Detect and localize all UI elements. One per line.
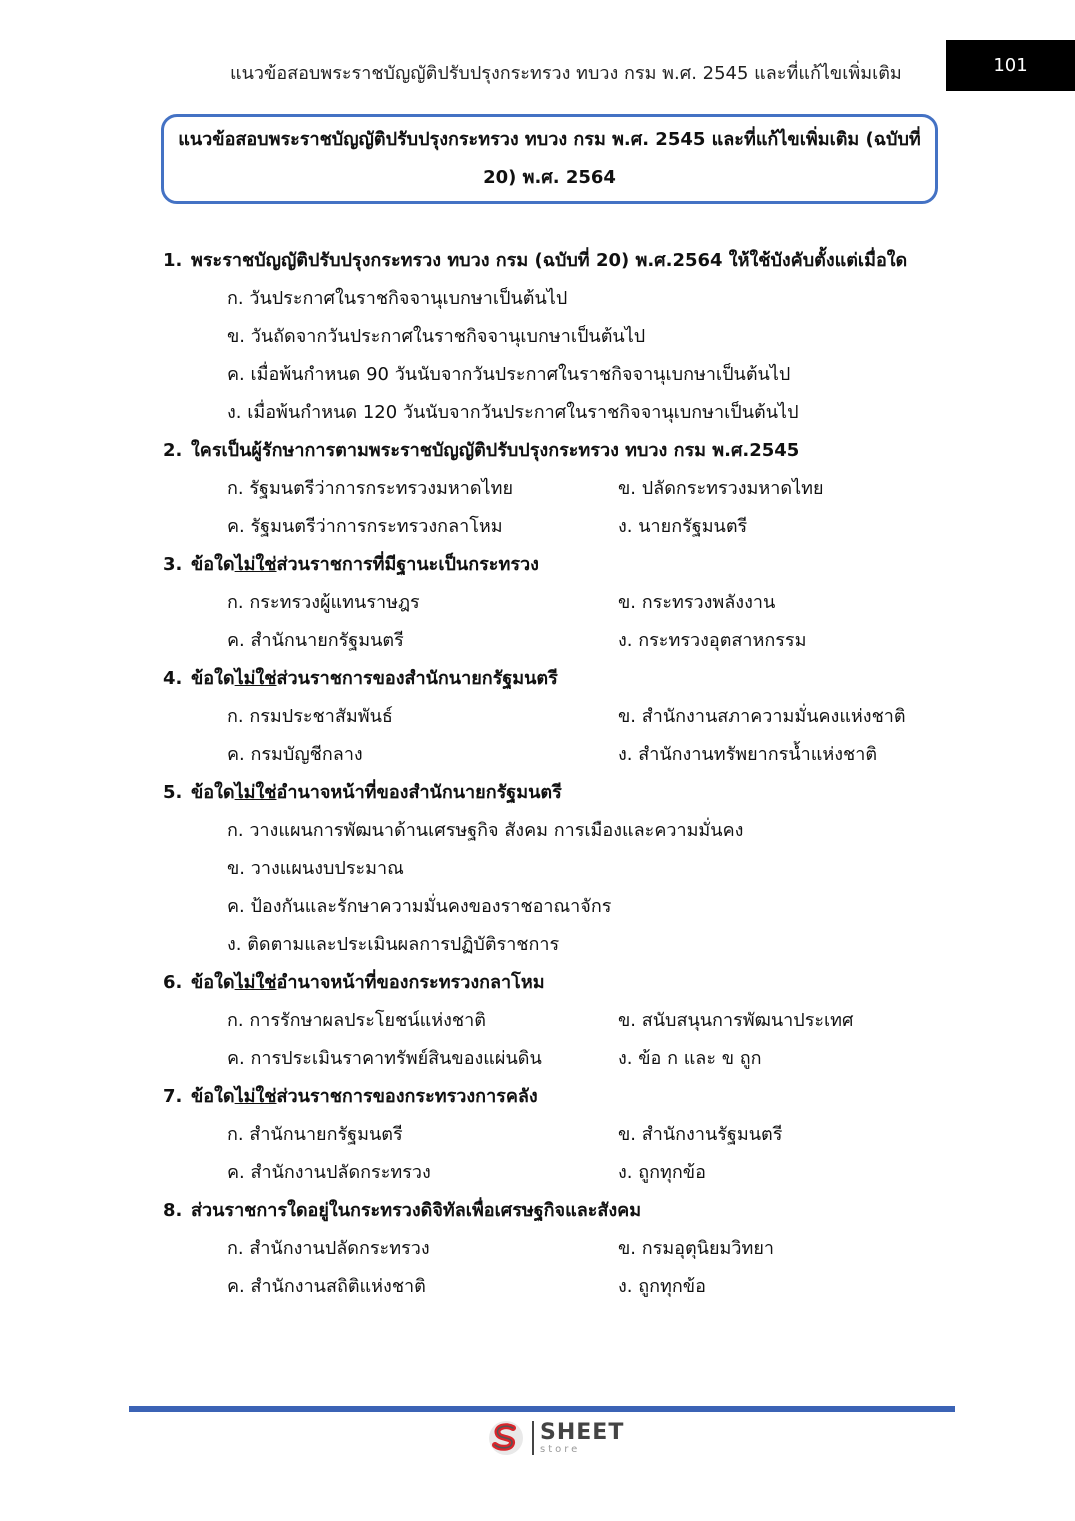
title-box — [161, 114, 938, 204]
logo-text — [532, 1421, 624, 1455]
question-6 — [163, 964, 963, 1078]
page-number: 101 — [946, 40, 1075, 91]
question-text: 5. ข้อใดไม่ใช่อำนาจหน้าที่ของสำนักนายกรัฐมนตรี — [163, 782, 562, 803]
option-row — [227, 698, 963, 736]
option: ง. เมื่อพ้นกำหนด 120 วันนับจากวันประกาศในราชกิจจานุเบกษาเป็นต้นไป — [227, 402, 799, 423]
question-3 — [163, 546, 963, 660]
logo-main-text: SHEET — [540, 1420, 625, 1445]
option: ก. วางแผนการพัฒนาด้านเศรษฐกิจ สังคม การเมืองและความมั่นคง — [227, 820, 744, 841]
options — [163, 470, 963, 546]
option: ค. เมื่อพ้นกำหนด 90 วันนับจากวันประกาศในราชกิจจานุเบกษาเป็นต้นไป — [227, 364, 791, 385]
question-text: 4. ข้อใดไม่ใช่ส่วนราชการของสำนักนายกรัฐมนตรี — [163, 668, 558, 689]
question-7 — [163, 1078, 963, 1192]
option: ง. ติดตามและประเมินผลการปฏิบัติราชการ — [227, 934, 560, 955]
option-row — [227, 508, 963, 546]
title-line-2: 20) พ.ศ. 2564 — [483, 167, 616, 188]
sheet-store-logo — [486, 1418, 624, 1458]
option: ก. กระทรวงผู้แทนราษฎร — [227, 592, 420, 613]
option: ก. สำนักงานปลัดกระทรวง — [227, 1238, 430, 1259]
option: ง. นายกรัฐมนตรี — [618, 516, 748, 537]
question-text: 3. ข้อใดไม่ใช่ส่วนราชการที่มีฐานะเป็นกระทรวง — [163, 554, 539, 575]
option: ก. รัฐมนตรีว่าการกระทรวงมหาดไทย — [227, 478, 514, 499]
option: ค. สำนักนายกรัฐมนตรี — [227, 630, 404, 651]
option: ค. สำนักงานสถิติแห่งชาติ — [227, 1276, 426, 1297]
options — [163, 812, 963, 964]
option-row — [227, 1002, 963, 1040]
option-row — [227, 1268, 963, 1306]
question-1 — [163, 242, 963, 432]
option: ค. ป้องกันและรักษาความมั่นคงของราชอาณาจักร — [227, 896, 612, 917]
question-text: 7. ข้อใดไม่ใช่ส่วนราชการของกระทรวงการคลัง — [163, 1086, 538, 1107]
running-header: แนวข้อสอบพระราชบัญญัติปรับปรุงกระทรวง ทบวง กรม พ.ศ. 2545 และที่แก้ไขเพิ่มเติม — [230, 63, 902, 84]
question-8 — [163, 1192, 963, 1306]
option: ก. สำนักนายกรัฐมนตรี — [227, 1124, 403, 1145]
option: ง. ถูกทุกข้อ — [618, 1276, 706, 1297]
title-text — [178, 121, 921, 197]
title-line-1: แนวข้อสอบพระราชบัญญัติปรับปรุงกระทรวง ทบวง กรม พ.ศ. 2545 และที่แก้ไขเพิ่มเติม (ฉบับที่ — [178, 129, 921, 150]
option: ข. สำนักงานสภาความมั่นคงแห่งชาติ — [618, 706, 906, 727]
option: ค. รัฐมนตรีว่าการกระทรวงกลาโหม — [227, 516, 503, 537]
options — [163, 584, 963, 660]
option: ง. ข้อ ก และ ข ถูก — [618, 1048, 762, 1069]
question-list — [163, 242, 963, 1306]
question-text: 6. ข้อใดไม่ใช่อำนาจหน้าที่ของกระทรวงกลาโหม — [163, 972, 545, 993]
option: ง. กระทรวงอุตสาหกรรม — [618, 630, 807, 651]
option-row — [227, 584, 963, 622]
options — [163, 1230, 963, 1306]
option: ข. สำนักงานรัฐมนตรี — [618, 1124, 783, 1145]
option-row — [227, 1116, 963, 1154]
options — [163, 280, 963, 432]
option: ก. การรักษาผลประโยชน์แห่งชาติ — [227, 1010, 486, 1031]
options — [163, 1116, 963, 1192]
footer-divider — [129, 1406, 955, 1412]
option: ง. ถูกทุกข้อ — [618, 1162, 706, 1183]
options — [163, 1002, 963, 1078]
option: ข. กรมอุตุนิยมวิทยา — [618, 1238, 775, 1259]
option-row — [227, 622, 963, 660]
option: ง. สำนักงานทรัพยากรน้ำแห่งชาติ — [618, 744, 878, 765]
option: ข. ปลัดกระทรวงมหาดไทย — [618, 478, 824, 499]
question-2 — [163, 432, 963, 546]
option: ข. สนับสนุนการพัฒนาประเทศ — [618, 1010, 854, 1031]
option: ค. กรมบัญชีกลาง — [227, 744, 363, 765]
option: ข. วันถัดจากวันประกาศในราชกิจจานุเบกษาเป็นต้นไป — [227, 326, 646, 347]
option: ค. สำนักงานปลัดกระทรวง — [227, 1162, 431, 1183]
option-row — [227, 1040, 963, 1078]
question-text: 2. ใครเป็นผู้รักษาการตามพระราชบัญญัติปรับปรุงกระทรวง ทบวง กรม พ.ศ.2545 — [163, 440, 800, 461]
question-text: 1. พระราชบัญญัติปรับปรุงกระทรวง ทบวง กรม (ฉบับที่ 20) พ.ศ.2564 ให้ใช้บังคับตั้งแต่เมื่อใด — [163, 250, 908, 271]
logo-sub-text: store — [540, 1444, 581, 1455]
option-row — [227, 1230, 963, 1268]
question-5 — [163, 774, 963, 964]
options — [163, 698, 963, 774]
question-text: 8. ส่วนราชการใดอยู่ในกระทรวงดิจิทัลเพื่อเศรษฐกิจและสังคม — [163, 1200, 642, 1221]
option: ก. กรมประชาสัมพันธ์ — [227, 706, 393, 727]
option-row — [227, 470, 963, 508]
option-row — [227, 736, 963, 774]
option: ข. กระทรวงพลังงาน — [618, 592, 776, 613]
option: ข. วางแผนงบประมาณ — [227, 858, 404, 879]
question-4 — [163, 660, 963, 774]
option: ก. วันประกาศในราชกิจจานุเบกษาเป็นต้นไป — [227, 288, 568, 309]
option: ค. การประเมินราคาทรัพย์สินของแผ่นดิน — [227, 1048, 542, 1069]
option-row — [227, 1154, 963, 1192]
logo-s-icon — [486, 1418, 526, 1458]
